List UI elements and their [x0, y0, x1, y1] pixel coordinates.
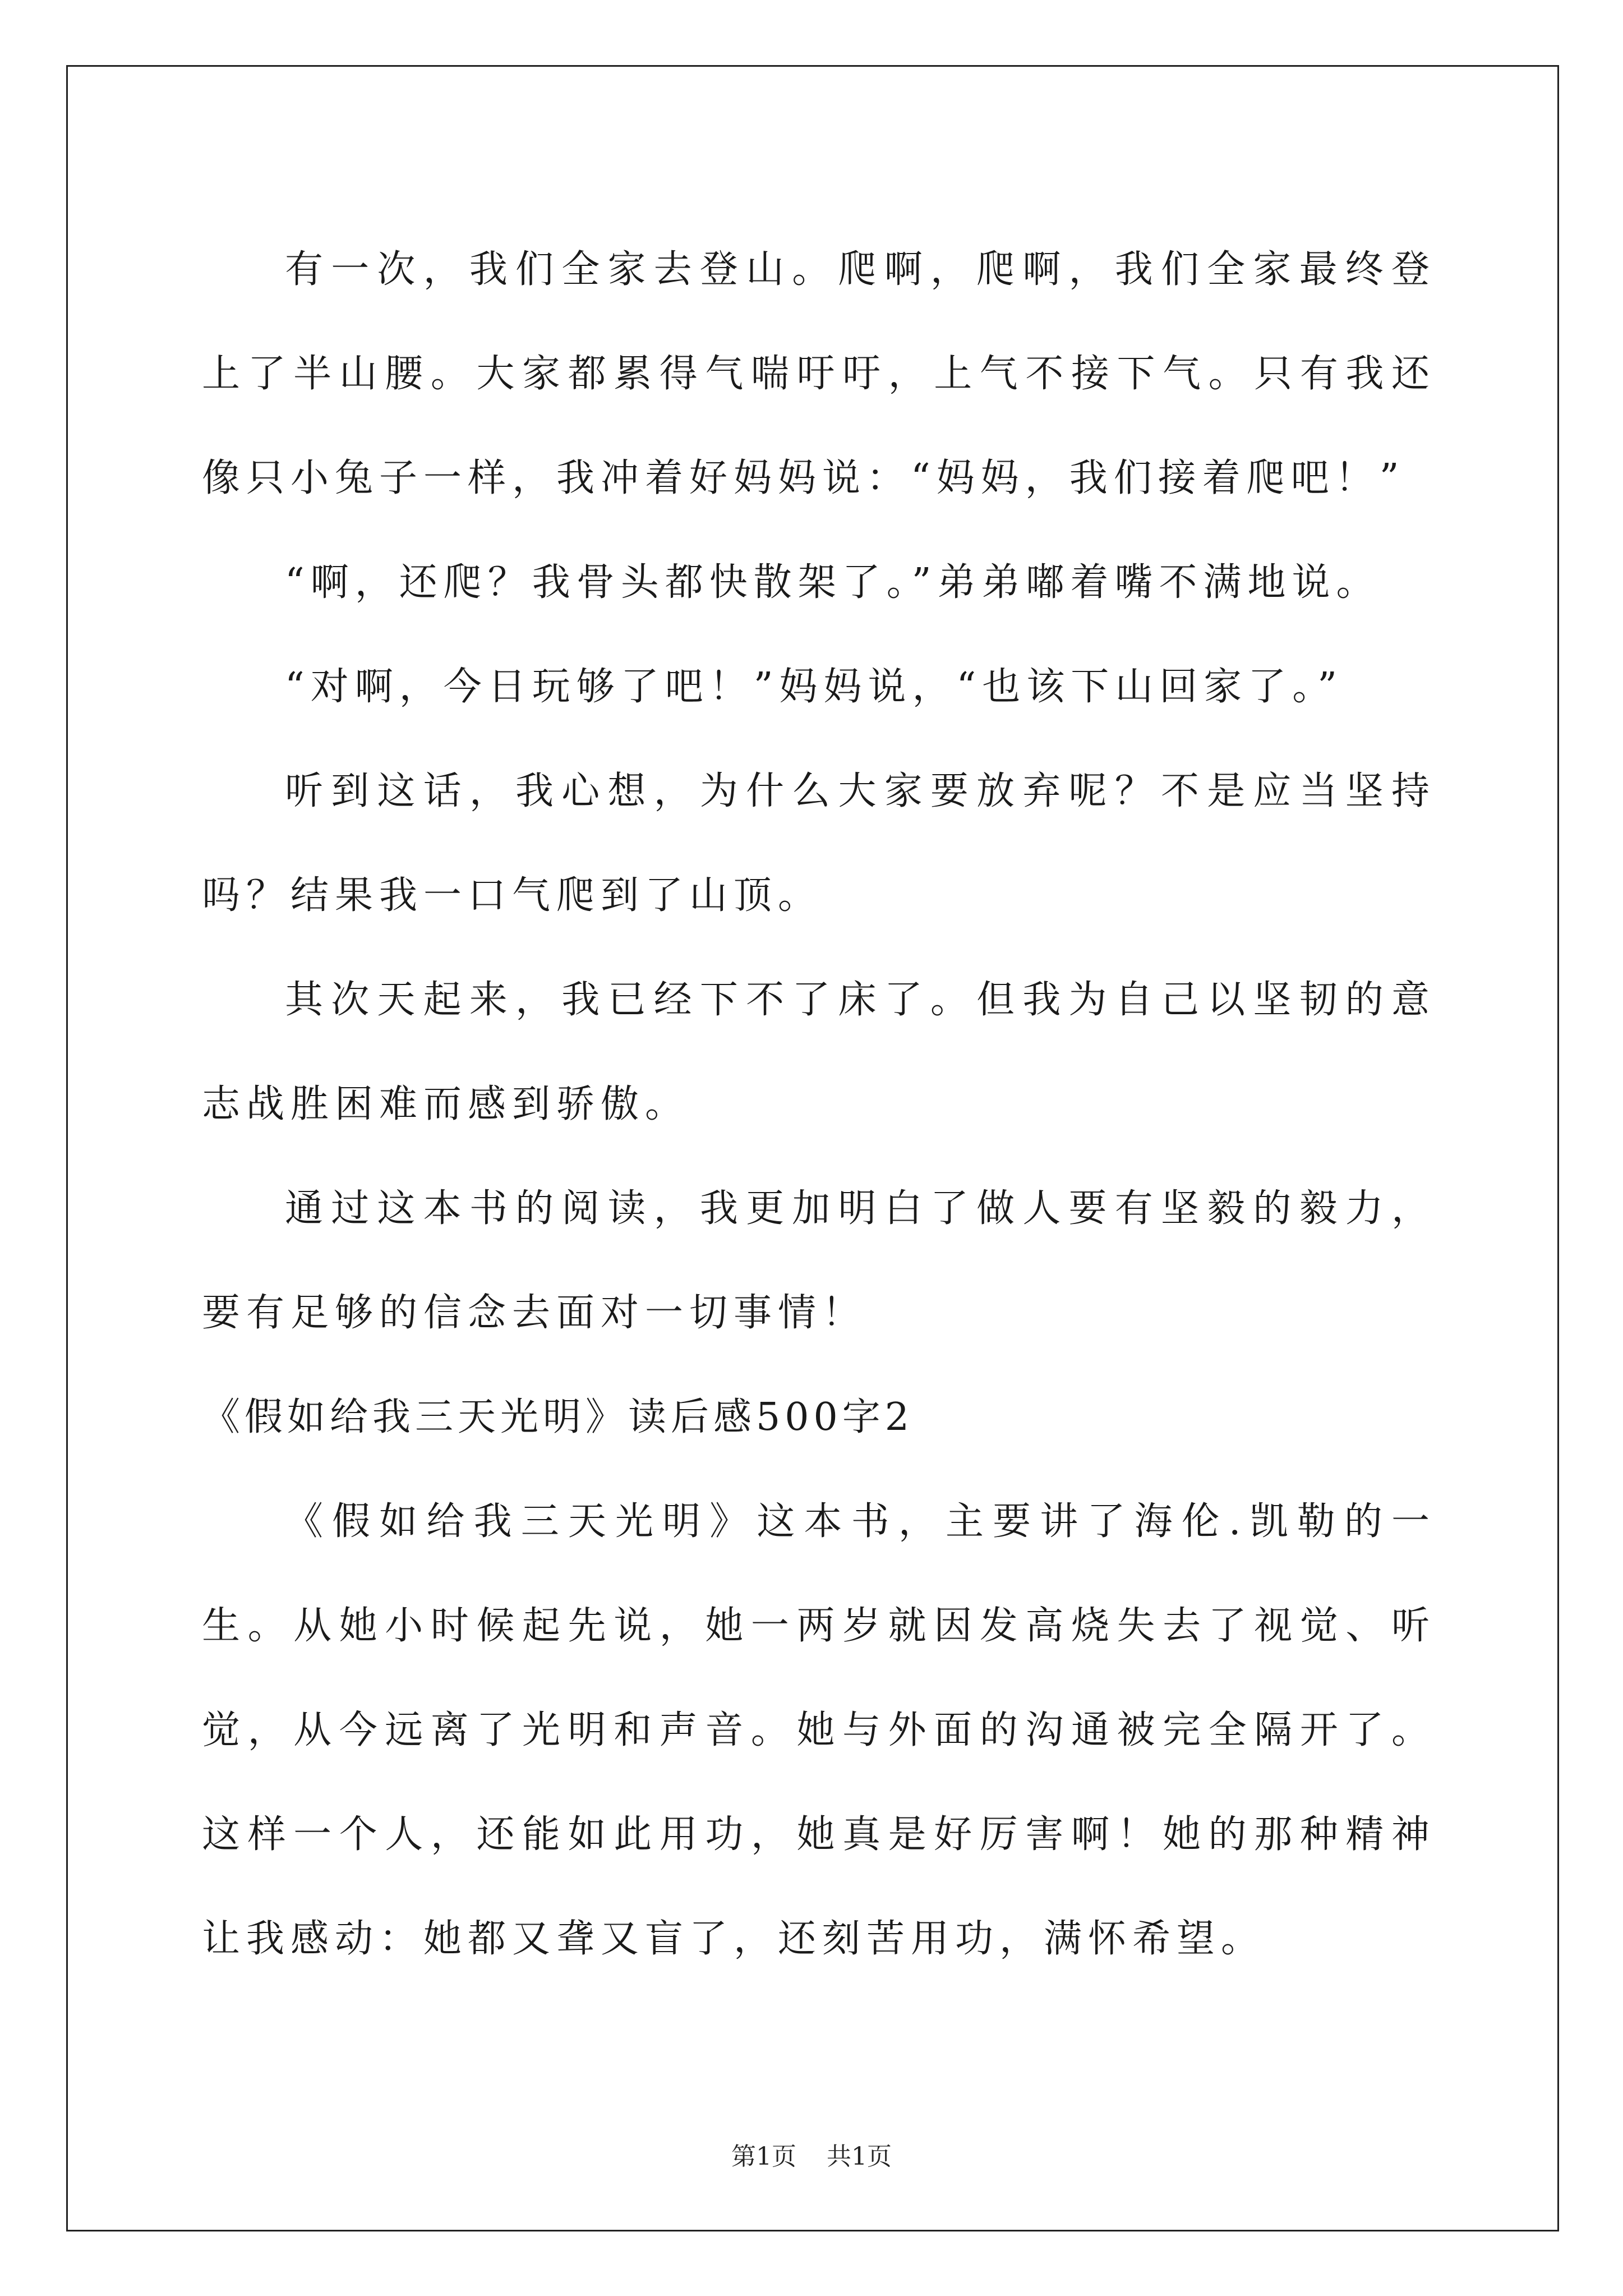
document-body: [202, 218, 1436, 1991]
paragraph-next-day: 其次天起来，我已经下不了床了。但我为自己以坚韧的意志战胜困难而感到骄傲。: [202, 978, 1436, 1126]
paragraph-brother-reply: “啊，还爬？我骨头都快散架了。”弟弟嘟着嘴不满地说。: [285, 560, 1381, 605]
paragraph-persistence: 听到这话，我心想，为什么大家要放弃呢？不是应当坚持吗？结果我一口气爬到了山顶。: [202, 769, 1436, 918]
paragraph-climbing: 有一次，我们全家去登山。爬啊，爬啊，我们全家最终登上了半山腰。大家都累得气喘吁吁，上气不接下气。只有我还像只小兔子一样，我冲着好妈妈说：“妈妈，我们接着爬吧！”: [202, 247, 1436, 500]
page-total: 共1页: [827, 2142, 892, 2171]
page-footer: [0, 2136, 1623, 2172]
page-number: 第1页: [731, 2142, 796, 2171]
paragraph-mother-reply: “对啊，今日玩够了吧！”妈妈说，“也该下山回家了。”: [285, 665, 1344, 709]
section-heading: 《假如给我三天光明》读后感500字2: [202, 1395, 914, 1439]
paragraph-helen-keller: 《假如给我三天光明》这本书，主要讲了海伦.凯勒的一生。从她小时候起先说，她一两岁就因发高烧失去了视觉、听觉，从今远离了光明和声音。她与外面的沟通被完全隔开了。这样一个人，还能如此用功，她真是好厉害啊！她的那种精神让我感动：她都又聋又盲了，还刻苦用功，满怀希望。: [202, 1499, 1436, 1961]
paragraph-conclusion: 通过这本书的阅读，我更加明白了做人要有坚毅的毅力，要有足够的信念去面对一切事情！: [202, 1186, 1436, 1335]
